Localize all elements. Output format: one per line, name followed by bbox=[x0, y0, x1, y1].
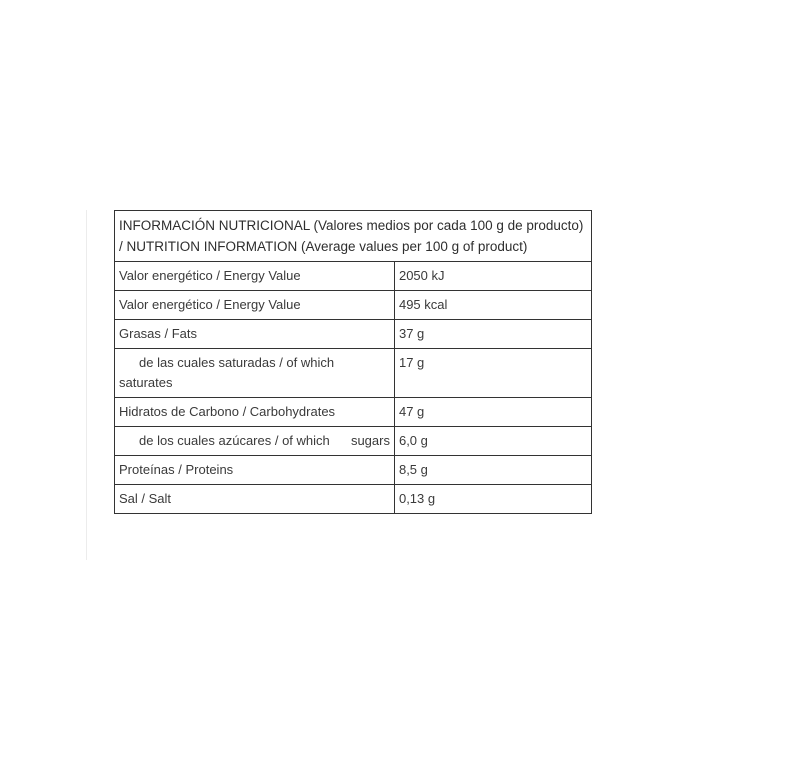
table-header bbox=[115, 211, 592, 262]
row-label: Valor energético / Energy Value bbox=[115, 262, 395, 291]
row-label: Hidratos de Carbono / Carbohydrates bbox=[115, 398, 395, 427]
row-label: Valor energético / Energy Value bbox=[115, 291, 395, 320]
left-divider bbox=[86, 210, 87, 560]
table-row-salt bbox=[115, 485, 592, 514]
table-row-energy-kcal bbox=[115, 291, 592, 320]
table-row-carbohydrates bbox=[115, 398, 592, 427]
header-title-en: / NUTRITION INFORMATION (Average values per 100 g of product) bbox=[119, 239, 528, 254]
nutrition-table bbox=[114, 210, 592, 514]
table-header-row bbox=[115, 211, 592, 262]
row-label: Proteínas / Proteins bbox=[115, 456, 395, 485]
row-value: 495 kcal bbox=[394, 291, 591, 320]
row-label: Sal / Salt bbox=[115, 485, 395, 514]
row-value: 8,5 g bbox=[394, 456, 591, 485]
row-label-line-2: saturates bbox=[119, 375, 173, 390]
table-row-proteins bbox=[115, 456, 592, 485]
table-row-fats bbox=[115, 320, 592, 349]
row-value: 17 g bbox=[394, 349, 591, 398]
header-title-es: INFORMACIÓN NUTRICIONAL (Valores medios por cada 100 g de producto) bbox=[119, 218, 584, 233]
row-value: 47 g bbox=[394, 398, 591, 427]
row-label bbox=[115, 427, 395, 456]
row-label-part-2: sugars bbox=[350, 433, 390, 448]
row-label bbox=[115, 349, 395, 398]
row-value: 2050 kJ bbox=[394, 262, 591, 291]
row-value: 6,0 g bbox=[394, 427, 591, 456]
row-value: 37 g bbox=[394, 320, 591, 349]
row-label-wrap bbox=[119, 431, 390, 451]
row-label-part-1: de los cuales azúcares / of which bbox=[139, 433, 330, 448]
table-row-sugars bbox=[115, 427, 592, 456]
row-label: Grasas / Fats bbox=[115, 320, 395, 349]
table-row-saturates bbox=[115, 349, 592, 398]
table-row-energy-kj bbox=[115, 262, 592, 291]
row-value: 0,13 g bbox=[394, 485, 591, 514]
row-label-line-1: de las cuales saturadas / of which bbox=[139, 355, 335, 370]
